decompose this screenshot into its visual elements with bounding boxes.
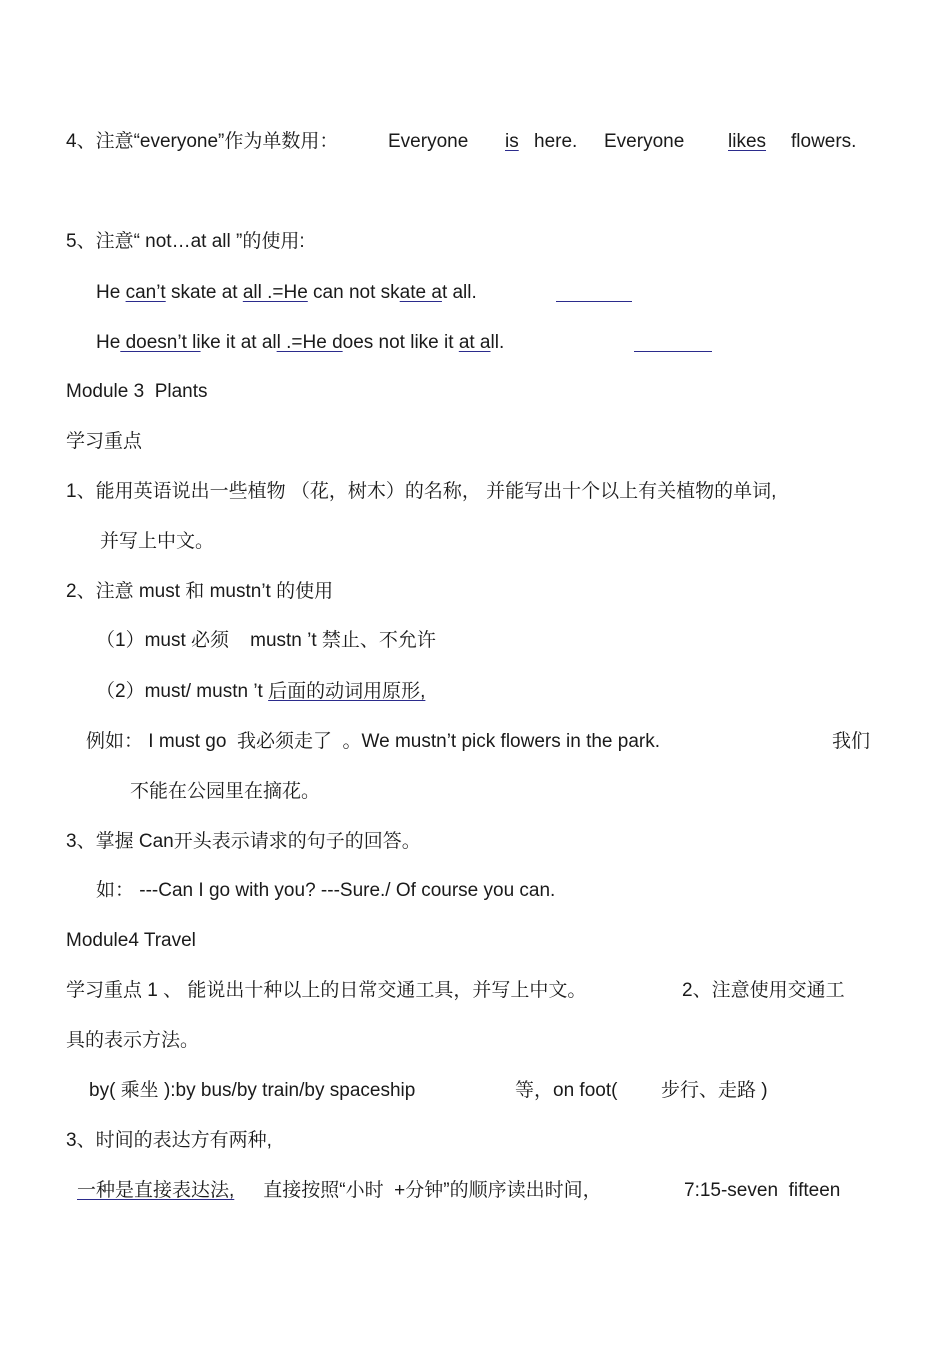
ex2-b: doesn’t li [120, 332, 201, 353]
module3-point3-example: 如： ---Can I go with you? ---Sure./ Of course you can. [96, 880, 556, 901]
answer-blank [634, 350, 712, 352]
module3-focus-heading: 学习重点 [66, 431, 143, 452]
item4-example2-rest: flowers. [791, 131, 857, 152]
module3-point2-sub1: （1）must 必须 mustn ’t 禁止、不允许 [96, 630, 436, 651]
ex2-c: ke it at al [200, 332, 277, 353]
module4-time-method: 一种是直接表达法, [77, 1180, 235, 1201]
ex2-a: He [96, 332, 121, 353]
item4-example2-verb: likes [728, 131, 767, 152]
ex1-f: ate a [399, 282, 442, 303]
item4-line [66, 130, 338, 154]
module4-time-example: 7:15-seven fifteen [684, 1180, 841, 1201]
ex2-g: ll. [490, 332, 505, 353]
ex1-b: can’t [125, 282, 166, 303]
module4-title: Module4 Travel [66, 930, 196, 951]
module3-point3: 3、掌握 Can开头表示请求的句子的回答。 [66, 831, 421, 852]
module3-example-line1: 例如： I must go 我必须走了 。We mustn’t pick flowers in the park. [86, 731, 661, 752]
module4-by-foot: 步行、走路 ) [661, 1080, 768, 1101]
module3-example-line1-end: 我们 [832, 731, 871, 752]
item4-example1-subject: Everyone [388, 131, 469, 152]
sub2-b: 后面的动词用原形, [268, 681, 426, 702]
item5-title: 5、注意“ not…at all ”的使用: [66, 231, 305, 252]
ex1-a: He [96, 282, 126, 303]
ex1-g: t all. [441, 282, 477, 303]
item4-prefix: 4、注意“everyone”作为单数用： [66, 131, 339, 152]
item4-example1-verb: is [505, 131, 519, 152]
module4-focus-line1: 学习重点 1 、 能说出十种以上的日常交通工具，并写上中文。 [66, 980, 587, 1001]
module3-point1-line2: 并写上中文。 [100, 531, 215, 552]
module3-example-line2: 不能在公园里在摘花。 [130, 781, 321, 802]
module3-point2-sub2 [96, 680, 425, 704]
ex2-e: oes not like it [342, 332, 459, 353]
ex1-e: can not sk [307, 282, 400, 303]
item5-example1 [96, 281, 477, 305]
item4-example2-subject: Everyone [604, 131, 685, 152]
ex2-f: at a [458, 332, 491, 353]
module4-by-etc: 等，on foot( [515, 1080, 618, 1101]
item5-example2 [96, 331, 504, 355]
module3-title: Module 3 Plants [66, 381, 208, 402]
module3-point2: 2、注意 must 和 mustn’t 的使用 [66, 581, 334, 602]
module4-focus-line2: 具的表示方法。 [66, 1030, 200, 1051]
module4-by-examples: by( 乘坐 ):by bus/by train/by spaceship [89, 1080, 416, 1101]
answer-blank [556, 300, 632, 302]
module3-point1-line1: 1、能用英语说出一些植物 （花，树木）的名称， 并能写出十个以上有关植物的单词, [66, 481, 777, 502]
ex1-c: skate at [165, 282, 243, 303]
sub2-a: （2）must/ mustn ’t [96, 681, 269, 702]
module4-focus-line1-end: 2、注意使用交通工 [682, 980, 845, 1001]
ex2-d: l .=He d [276, 332, 343, 353]
ex1-d: all .=He [242, 282, 308, 303]
item4-example1-rest: here. [534, 131, 578, 152]
module4-point3: 3、时间的表达方有两种, [66, 1130, 272, 1151]
module4-time-description: 直接按照“小时 +分钟”的顺序读出时间， [258, 1180, 602, 1201]
